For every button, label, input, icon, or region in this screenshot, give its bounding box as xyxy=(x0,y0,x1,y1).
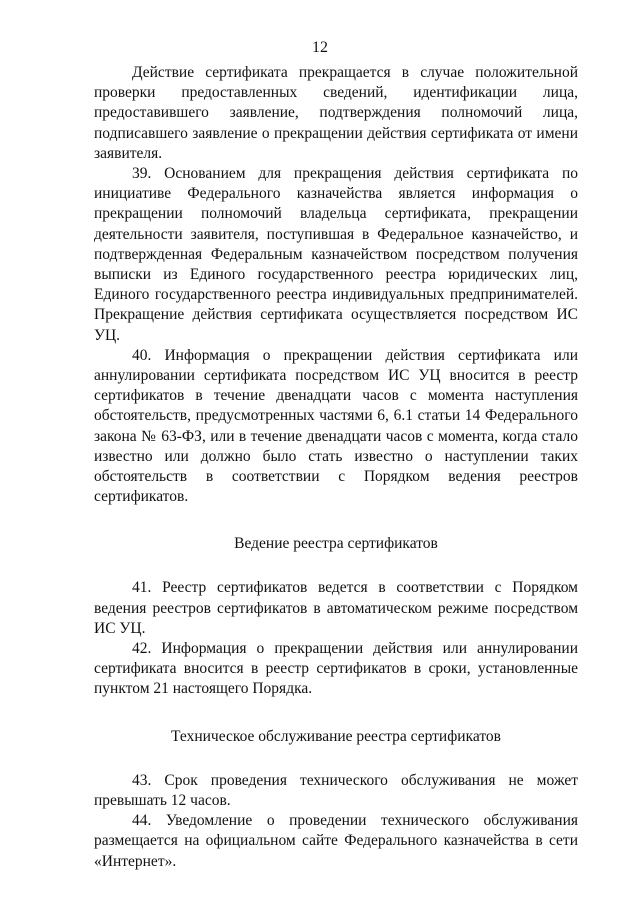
paragraph-43: 43. Срок проведения технического обслуживания не может превышать 12 часов. xyxy=(94,771,578,809)
section-heading-registry: Ведение реестра сертификатов xyxy=(234,535,438,553)
section-heading-maintenance: Техническое обслуживание реестра сертификатов xyxy=(171,727,501,745)
paragraph-39: 39. Основанием для прекращения действия сертификата по инициативе Федерального казначейства является информация о прекращении полномочий владельца сертификата, прекращении деятельности заявителя, поступившая в Федеральное казначейство, и подтвержденная Федеральным казначейством посредством получения выписки из Единого государственного реестра юридических лиц, Единого государственного реестра индивидуальных предпринимателей. Прекращение действия сертификата осуществляется посредством ИС УЦ. xyxy=(94,165,578,344)
paragraph-42: 42. Информация о прекращении действия или аннулировании сертификата вносится в реестр сертификатов в сроки, установленные пунктом 21 настоящего Порядка. xyxy=(94,640,578,698)
page-number: 12 xyxy=(312,39,328,56)
paragraph-41: 41. Реестр сертификатов ведется в соответствии с Порядком ведения реестров сертификатов в автоматическом режиме посредством ИС УЦ. xyxy=(94,579,578,637)
paragraph-44: 44. Уведомление о проведении технического обслуживания размещается на официальном сайте Федерального казначейства в сети «Интернет». xyxy=(94,812,578,870)
document-body xyxy=(94,63,578,872)
paragraph-40: 40. Информация о прекращении действия сертификата или аннулировании сертификата посредством ИС УЦ вносится в реестр сертификатов в течение двенадцати часов с момента наступления обстоятельств, предусмотренных частями 6, 6.1 статьи 14 Федерального закона № 63-ФЗ, или в течение двенадцати часов с момента, когда стало известно или должно было стать известно о наступлении таких обстоятельств в соответствии с Порядком ведения реестров сертификатов. xyxy=(94,346,578,506)
paragraph-certificate-termination-check: Действие сертификата прекращается в случае положительной проверки предоставленных сведений, идентификации лица, предоставившего заявление, подтверждения полномочий лица, подписавшего заявление о прекращении действия сертификата от имени заявителя. xyxy=(94,64,578,162)
